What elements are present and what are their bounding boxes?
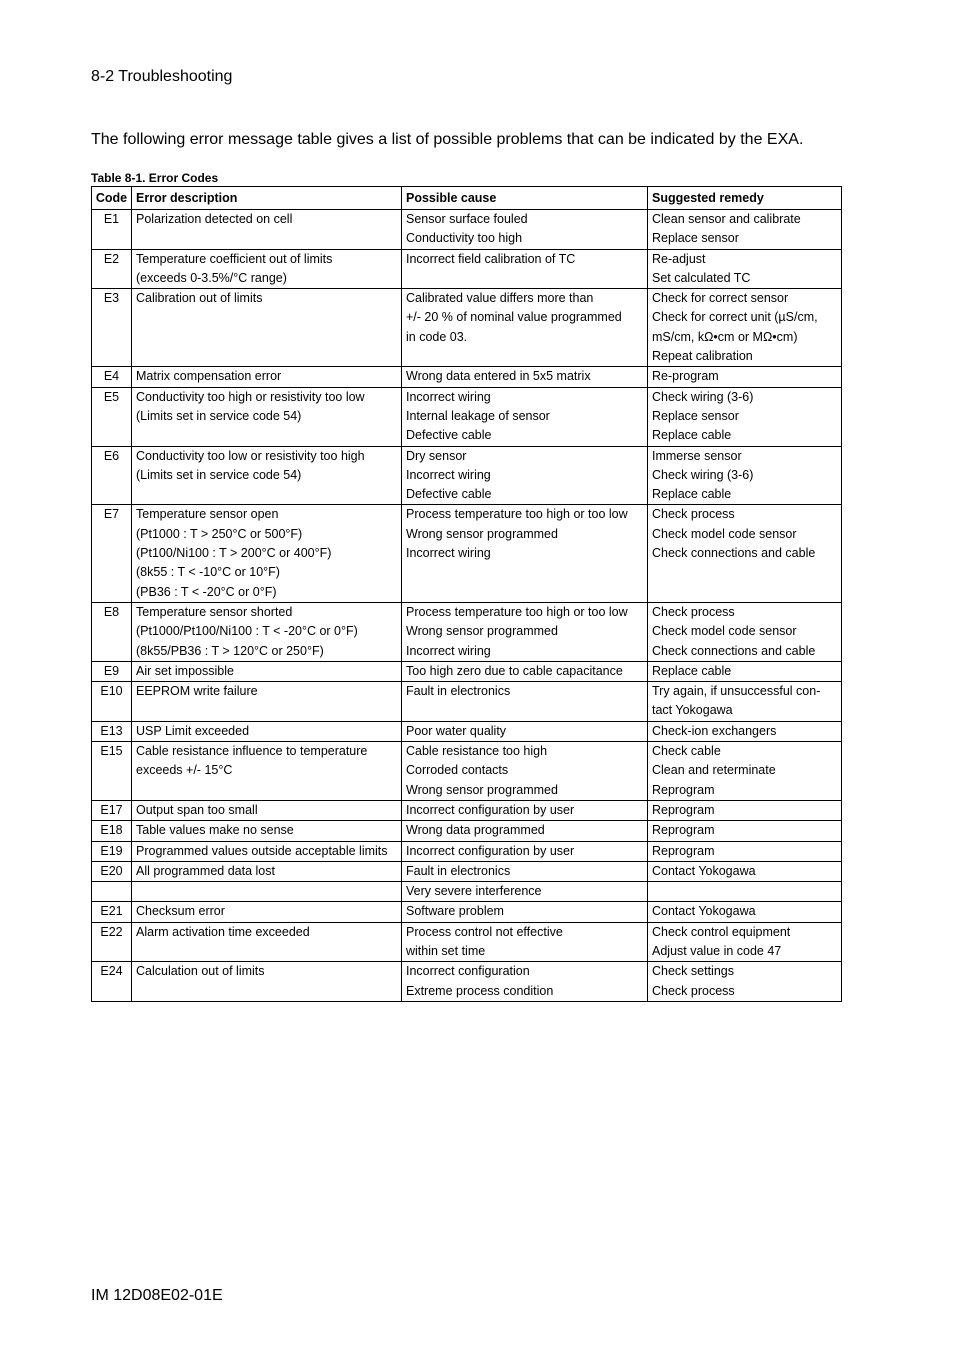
possible-cause-line: within set time (406, 943, 486, 958)
error-code-cell: E5 (92, 387, 132, 446)
column-header-code: Code (92, 187, 132, 210)
possible-cause-cell (402, 602, 648, 661)
suggested-remedy-line: mS/cm, kΩ•cm or MΩ•cm) (652, 329, 798, 344)
error-code-cell: E13 (92, 721, 132, 741)
suggested-remedy-line: Replace sensor (652, 408, 739, 423)
possible-cause-cell (402, 721, 648, 741)
error-description-cell (132, 922, 402, 962)
suggested-remedy-line: Check for correct unit (µS/cm, (652, 310, 818, 325)
possible-cause-line: Defective cable (406, 487, 492, 502)
suggested-remedy-cell (648, 800, 842, 820)
possible-cause-line: Incorrect wiring (406, 467, 491, 482)
error-description-cell (132, 882, 402, 902)
suggested-remedy-line: Adjust value in code 47 (652, 943, 782, 958)
error-code-cell: E21 (92, 902, 132, 922)
error-description-line: (Pt1000/Pt100/Ni100 : T < -20°C or 0°F) (136, 624, 358, 639)
error-description-cell (132, 446, 402, 505)
suggested-remedy-line: Replace cable (652, 663, 732, 678)
error-description-line: Temperature coefficient out of limits (136, 251, 333, 266)
error-description-line: Temperature sensor shorted (136, 604, 293, 619)
error-code-cell: E2 (92, 249, 132, 289)
suggested-remedy-line: Replace sensor (652, 231, 739, 246)
error-code-cell: E17 (92, 800, 132, 820)
column-header-remedy: Suggested remedy (648, 187, 842, 210)
column-header-description: Error description (132, 187, 402, 210)
error-description-line: Polarization detected on cell (136, 212, 293, 226)
suggested-remedy-line: Check settings (652, 964, 734, 979)
table-row (92, 367, 842, 387)
error-description-cell (132, 682, 402, 722)
error-code-cell: E9 (92, 661, 132, 681)
table-row (92, 902, 842, 922)
error-description-line: (Limits set in service code 54) (136, 467, 302, 482)
suggested-remedy-cell (648, 446, 842, 505)
suggested-remedy-cell (648, 902, 842, 922)
possible-cause-cell (402, 367, 648, 387)
suggested-remedy-line: Check wiring (3-6) (652, 467, 754, 482)
possible-cause-line: Extreme process condition (406, 983, 554, 998)
suggested-remedy-cell (648, 289, 842, 367)
error-description-cell (132, 602, 402, 661)
possible-cause-line: Software problem (406, 904, 504, 919)
error-code-cell: E15 (92, 742, 132, 801)
suggested-remedy-line: Reprogram (652, 823, 715, 838)
possible-cause-cell (402, 902, 648, 922)
error-description-cell (132, 367, 402, 387)
possible-cause-line: Fault in electronics (406, 863, 511, 878)
possible-cause-line: Process temperature too high or too low (406, 507, 628, 522)
table-row (92, 882, 842, 902)
error-description-line: (Pt1000 : T > 250°C or 500°F) (136, 526, 303, 541)
table-row (92, 861, 842, 881)
error-description-line: All programmed data lost (136, 863, 275, 878)
table-row (92, 922, 842, 962)
error-description-line: exceeds +/- 15°C (136, 763, 233, 778)
error-description-line: Conductivity too high or resistivity too low (136, 389, 365, 404)
possible-cause-cell (402, 841, 648, 861)
error-description-line: Table values make no sense (136, 823, 294, 838)
error-description-cell (132, 861, 402, 881)
suggested-remedy-cell (648, 505, 842, 602)
suggested-remedy-cell (648, 682, 842, 722)
error-description-cell (132, 661, 402, 681)
intro-paragraph: The following error message table gives a list of possible problems that can be indicated by the EXA. (91, 131, 804, 148)
possible-cause-cell (402, 861, 648, 881)
suggested-remedy-line: Check cable (652, 744, 721, 759)
error-description-line: Alarm activation time exceeded (136, 924, 310, 939)
error-description-cell (132, 800, 402, 820)
possible-cause-cell (402, 800, 648, 820)
possible-cause-line: Wrong data programmed (406, 823, 545, 838)
error-code-cell: E18 (92, 821, 132, 841)
suggested-remedy-cell (648, 661, 842, 681)
suggested-remedy-cell (648, 602, 842, 661)
suggested-remedy-line: Re-program (652, 369, 719, 384)
possible-cause-line: Poor water quality (406, 723, 507, 738)
table-row (92, 962, 842, 1002)
suggested-remedy-line: Check process (652, 507, 735, 522)
possible-cause-line: Defective cable (406, 428, 492, 443)
error-description-cell (132, 249, 402, 289)
page-footer: IM 12D08E02-01E (91, 1287, 223, 1304)
suggested-remedy-line: Try again, if unsuccessful con- (652, 684, 821, 699)
table-row (92, 821, 842, 841)
error-description-line: Checksum error (136, 904, 225, 919)
suggested-remedy-cell (648, 922, 842, 962)
error-description-line: (exceeds 0-3.5%/°C range) (136, 270, 287, 285)
possible-cause-line: Process temperature too high or too low (406, 604, 628, 619)
error-code-cell: E19 (92, 841, 132, 861)
possible-cause-line: Sensor surface fouled (406, 212, 528, 226)
possible-cause-line: Incorrect configuration by user (406, 802, 575, 817)
error-codes-table (91, 186, 842, 1002)
possible-cause-line: Conductivity too high (406, 231, 523, 246)
error-code-cell: E22 (92, 922, 132, 962)
error-description-line: Calculation out of limits (136, 964, 265, 979)
column-header-cause: Possible cause (402, 187, 648, 210)
error-description-line: (8k55/PB36 : T > 120°C or 250°F) (136, 643, 324, 658)
possible-cause-cell (402, 446, 648, 505)
suggested-remedy-line: Check connections and cable (652, 643, 816, 658)
error-description-cell (132, 902, 402, 922)
possible-cause-line: Wrong sensor programmed (406, 624, 558, 639)
error-code-cell: E3 (92, 289, 132, 367)
error-code-cell: E7 (92, 505, 132, 602)
suggested-remedy-cell (648, 387, 842, 446)
error-code-cell: E4 (92, 367, 132, 387)
error-description-line: USP Limit exceeded (136, 723, 250, 738)
suggested-remedy-line: Set calculated TC (652, 270, 751, 285)
error-code-cell: E8 (92, 602, 132, 661)
suggested-remedy-cell (648, 882, 842, 902)
error-description-cell (132, 505, 402, 602)
suggested-remedy-cell (648, 742, 842, 801)
suggested-remedy-cell (648, 721, 842, 741)
possible-cause-cell (402, 661, 648, 681)
error-description-cell (132, 821, 402, 841)
suggested-remedy-line: Re-adjust (652, 251, 706, 266)
possible-cause-cell (402, 922, 648, 962)
error-description-line: Calibration out of limits (136, 291, 263, 306)
error-description-line: EEPROM write failure (136, 684, 258, 699)
table-row (92, 742, 842, 801)
suggested-remedy-line: Clean and reterminate (652, 763, 776, 778)
suggested-remedy-cell (648, 821, 842, 841)
error-description-line: Conductivity too low or resistivity too high (136, 448, 365, 463)
suggested-remedy-line: Clean sensor and calibrate (652, 212, 801, 226)
table-caption: Table 8-1. Error Codes (91, 171, 219, 185)
error-description-line: Output span too small (136, 802, 258, 817)
table-row (92, 841, 842, 861)
possible-cause-line: Internal leakage of sensor (406, 408, 550, 423)
suggested-remedy-line: Check process (652, 983, 735, 998)
table-row (92, 800, 842, 820)
possible-cause-cell (402, 742, 648, 801)
possible-cause-line: Too high zero due to cable capacitance (406, 663, 623, 678)
suggested-remedy-line: Check model code sensor (652, 526, 797, 541)
possible-cause-line: Incorrect wiring (406, 389, 491, 404)
error-description-cell (132, 742, 402, 801)
possible-cause-cell (402, 682, 648, 722)
table-row (92, 661, 842, 681)
error-code-cell: E1 (92, 210, 132, 250)
table-row (92, 249, 842, 289)
table-row (92, 505, 842, 602)
possible-cause-line: Wrong data entered in 5x5 matrix (406, 369, 591, 384)
error-description-line (136, 882, 397, 901)
error-description-line: (8k55 : T < -10°C or 10°F) (136, 565, 280, 580)
possible-cause-cell (402, 289, 648, 367)
possible-cause-cell (402, 249, 648, 289)
table-row (92, 682, 842, 722)
possible-cause-cell (402, 210, 648, 250)
possible-cause-line: Very severe interference (406, 884, 542, 899)
table-row (92, 387, 842, 446)
suggested-remedy-line: Contact Yokogawa (652, 863, 756, 878)
table-body (92, 210, 842, 1002)
possible-cause-line: Incorrect configuration by user (406, 843, 575, 858)
page-header: 8-2 Troubleshooting (91, 68, 233, 85)
possible-cause-cell (402, 962, 648, 1002)
suggested-remedy-cell (648, 861, 842, 881)
possible-cause-line: Wrong sensor programmed (406, 782, 558, 797)
suggested-remedy-cell (648, 841, 842, 861)
possible-cause-line: Incorrect wiring (406, 546, 491, 561)
suggested-remedy-line: Check model code sensor (652, 624, 797, 639)
suggested-remedy-cell (648, 210, 842, 250)
error-code-cell: E10 (92, 682, 132, 722)
table-row (92, 721, 842, 741)
suggested-remedy-line: Check wiring (3-6) (652, 389, 754, 404)
error-code-cell: E20 (92, 861, 132, 881)
possible-cause-cell (402, 821, 648, 841)
possible-cause-line: +/- 20 % of nominal value programmed (406, 310, 622, 325)
suggested-remedy-line: Check for correct sensor (652, 291, 789, 306)
suggested-remedy-line: Check control equipment (652, 924, 791, 939)
suggested-remedy-line: Check connections and cable (652, 546, 816, 561)
error-description-line: (PB36 : T < -20°C or 0°F) (136, 584, 277, 599)
error-description-cell (132, 387, 402, 446)
error-description-line: Air set impossible (136, 663, 234, 678)
possible-cause-cell (402, 387, 648, 446)
suggested-remedy-cell (648, 367, 842, 387)
table-row (92, 210, 842, 250)
suggested-remedy-cell (648, 249, 842, 289)
possible-cause-cell (402, 882, 648, 902)
error-description-line: Matrix compensation error (136, 369, 282, 384)
suggested-remedy-line: Repeat calibration (652, 349, 753, 364)
suggested-remedy-line: Check-ion exchangers (652, 723, 777, 738)
suggested-remedy-line: Reprogram (652, 782, 715, 797)
suggested-remedy-line: tact Yokogawa (652, 703, 733, 718)
possible-cause-line: in code 03. (406, 329, 468, 344)
possible-cause-line: Calibrated value differs more than (406, 291, 594, 306)
error-description-line: Programmed values outside acceptable limits (136, 843, 388, 858)
suggested-remedy-line: Replace cable (652, 487, 732, 502)
suggested-remedy-cell (648, 962, 842, 1002)
possible-cause-line: Incorrect configuration (406, 964, 530, 979)
possible-cause-cell (402, 505, 648, 602)
suggested-remedy-line: Immerse sensor (652, 448, 742, 463)
suggested-remedy-line: Replace cable (652, 428, 732, 443)
error-code-cell: E24 (92, 962, 132, 1002)
error-description-cell (132, 210, 402, 250)
possible-cause-line: Corroded contacts (406, 763, 509, 778)
suggested-remedy-line: Reprogram (652, 802, 715, 817)
error-description-line: (Pt100/Ni100 : T > 200°C or 400°F) (136, 546, 332, 561)
error-description-cell (132, 962, 402, 1002)
possible-cause-line: Process control not effective (406, 924, 563, 939)
possible-cause-line: Wrong sensor programmed (406, 526, 558, 541)
table-row (92, 602, 842, 661)
error-description-line: Cable resistance influence to temperature (136, 744, 368, 759)
error-description-cell (132, 289, 402, 367)
table-row (92, 446, 842, 505)
table-row (92, 289, 842, 367)
error-description-line: (Limits set in service code 54) (136, 408, 302, 423)
possible-cause-line: Incorrect field calibration of TC (406, 251, 576, 266)
possible-cause-line: Cable resistance too high (406, 744, 548, 759)
suggested-remedy-line (652, 882, 837, 901)
error-code-cell: E6 (92, 446, 132, 505)
suggested-remedy-line: Contact Yokogawa (652, 904, 756, 919)
error-description-line: Temperature sensor open (136, 507, 279, 522)
error-description-cell (132, 841, 402, 861)
possible-cause-line: Dry sensor (406, 448, 467, 463)
error-description-cell (132, 721, 402, 741)
table-header-row (92, 187, 842, 210)
error-code-cell (92, 882, 132, 902)
possible-cause-line: Incorrect wiring (406, 643, 491, 658)
suggested-remedy-line: Check process (652, 604, 735, 619)
possible-cause-line: Fault in electronics (406, 684, 511, 699)
suggested-remedy-line: Reprogram (652, 843, 715, 858)
